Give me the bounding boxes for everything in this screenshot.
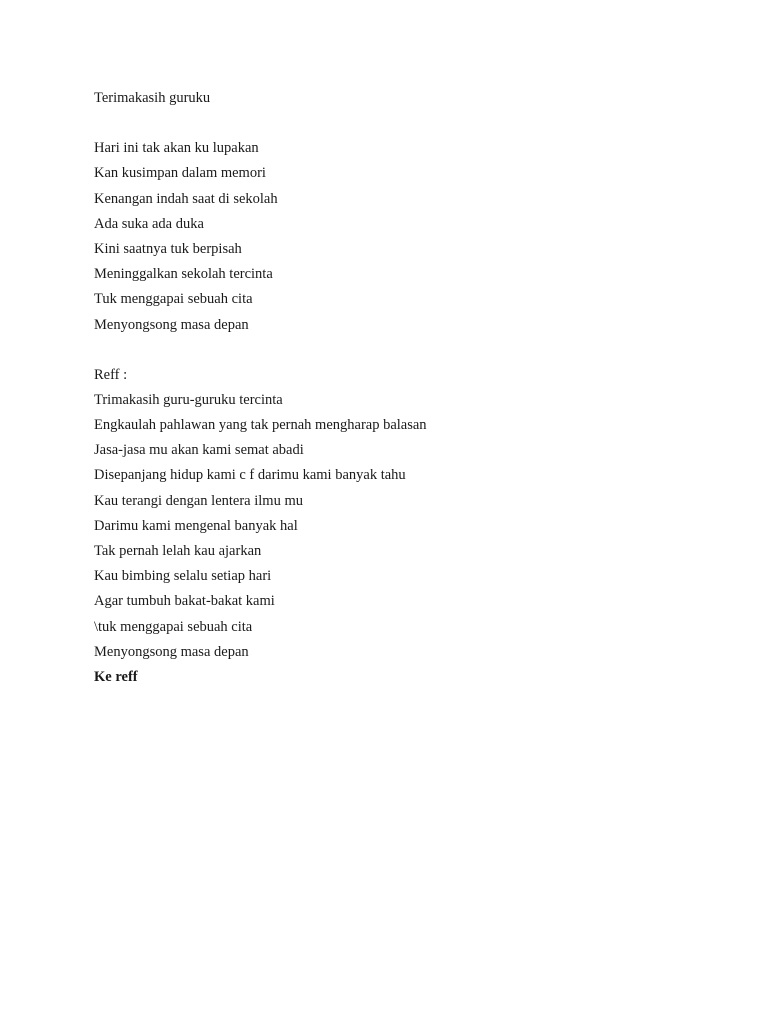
reff-line: Kau bimbing selalu setiap hari bbox=[94, 568, 272, 585]
verse-stanza bbox=[94, 136, 734, 338]
reff-line: Disepanjang hidup kami c f darimu kami banyak tahu bbox=[94, 467, 406, 484]
reff-label: Reff : bbox=[94, 366, 128, 383]
verse-line: Menyongsong masa depan bbox=[94, 316, 249, 333]
verse-line: Meninggalkan sekolah tercinta bbox=[94, 266, 273, 283]
stanza-spacer bbox=[94, 338, 734, 363]
reff-line: Darimu kami mengenal banyak hal bbox=[94, 517, 298, 534]
verse-line: Hari ini tak akan ku lupakan bbox=[94, 140, 259, 157]
reff-line: Jasa-jasa mu akan kami semat abadi bbox=[94, 442, 304, 459]
song-title: Terimakasih guruku bbox=[94, 90, 211, 106]
stanza-spacer bbox=[94, 111, 734, 136]
song-lyrics bbox=[94, 86, 734, 690]
verse-line: Ada suka ada duka bbox=[94, 215, 204, 232]
verse-line: Kini saatnya tuk berpisah bbox=[94, 240, 242, 257]
reff-line: Agar tumbuh bakat-bakat kami bbox=[94, 593, 275, 610]
reff-stanza bbox=[94, 363, 734, 690]
closing-instruction: Ke reff bbox=[94, 668, 138, 685]
reff-line: \tuk menggapai sebuah cita bbox=[94, 618, 253, 635]
reff-line: Kau terangi dengan lentera ilmu mu bbox=[94, 492, 303, 509]
reff-line: Menyongsong masa depan bbox=[94, 643, 249, 660]
verse-line: Tuk menggapai sebuah cita bbox=[94, 291, 253, 308]
reff-line: Engkaulah pahlawan yang tak pernah mengharap balasan bbox=[94, 417, 427, 434]
verse-line: Kenangan indah saat di sekolah bbox=[94, 190, 278, 207]
verse-line: Kan kusimpan dalam memori bbox=[94, 165, 266, 182]
reff-line: Tak pernah lelah kau ajarkan bbox=[94, 543, 262, 559]
reff-line: Trimakasih guru-guruku tercinta bbox=[94, 391, 283, 408]
